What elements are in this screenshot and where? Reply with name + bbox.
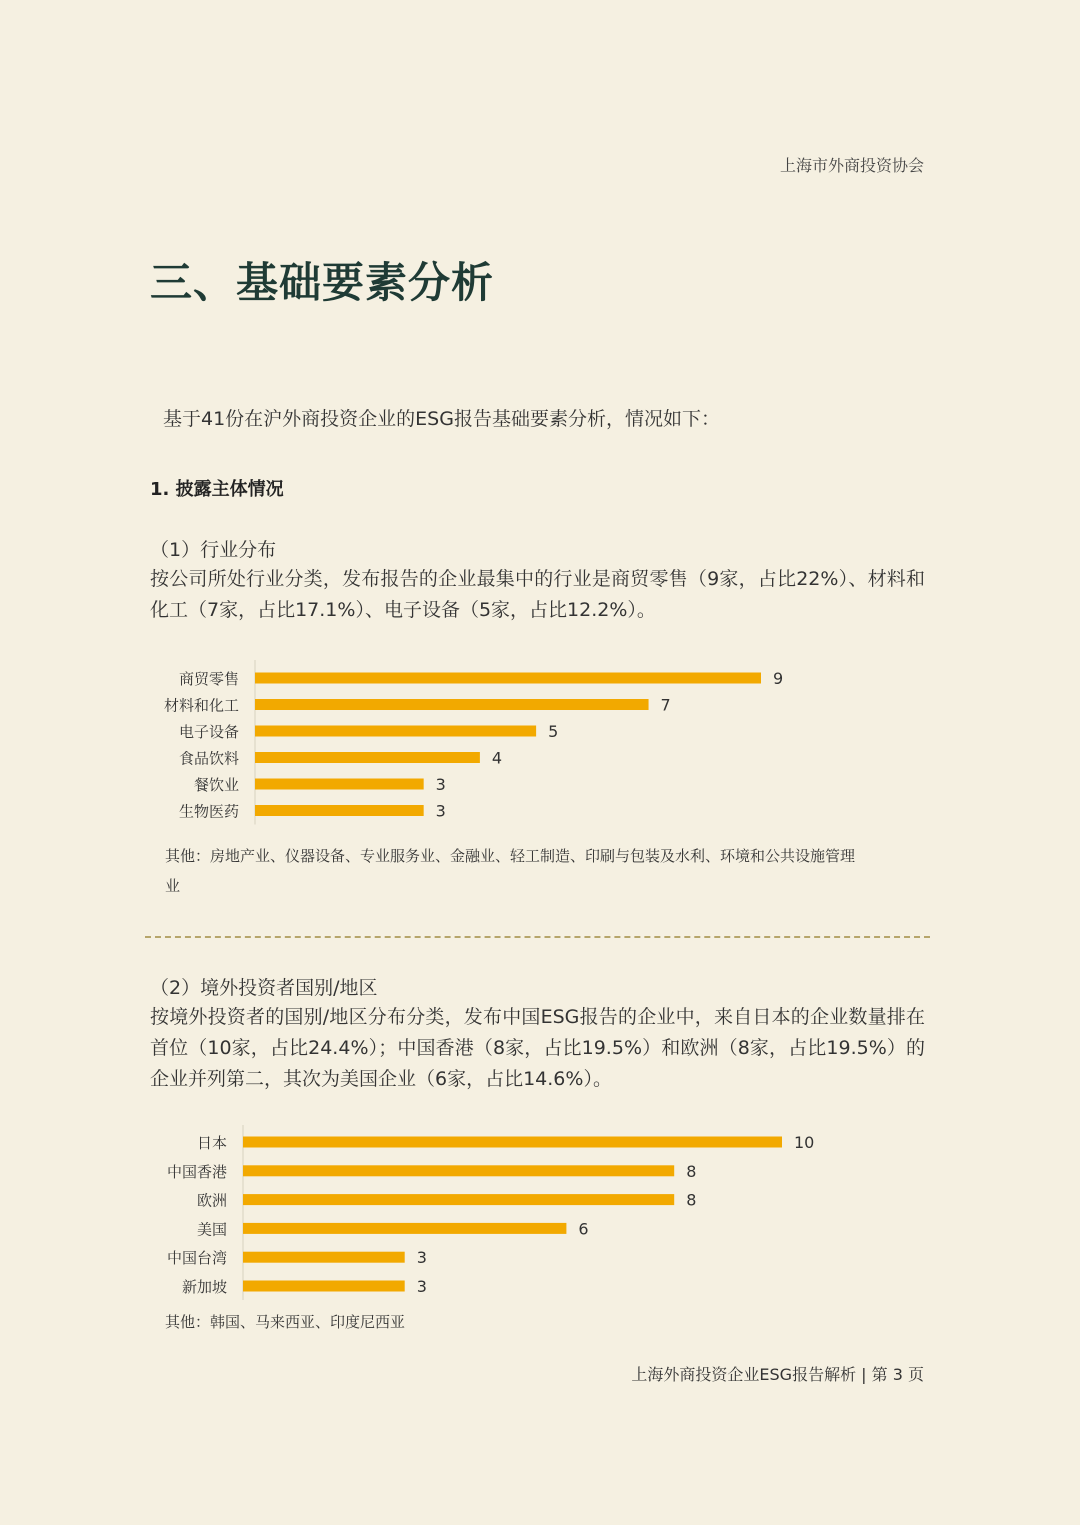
region-paragraph: 按境外投资者的国别/地区分布分类，发布中国ESG报告的企业中，来自日本的企业数量排在首位（10家，占比24.4%）；中国香港（8家，占比19.5%）和欧洲（8家，占比19.5%）的企业并列第二，其次为美国企业（6家，占比14.6%）。 <box>150 1006 925 1090</box>
category-label: 欧洲 <box>196 1191 227 1210</box>
organization-name: 上海市外商投资协会 <box>779 156 924 175</box>
value-label: 5 <box>548 722 559 741</box>
section-divider <box>145 936 930 938</box>
bar <box>243 1223 566 1234</box>
category-label: 新加坡 <box>181 1278 227 1296</box>
value-label: 3 <box>416 1248 427 1268</box>
value-label: 10 <box>794 1133 815 1152</box>
category-label: 生物医药 <box>178 802 239 821</box>
value-label: 3 <box>435 801 446 821</box>
value-label: 3 <box>416 1277 427 1296</box>
category-label: 中国台湾 <box>166 1249 227 1268</box>
region-others-note: 其他：韩国、马来西亚、印度尼西亚 <box>165 1313 406 1331</box>
intro-text: 基于41份在沪外商投资企业的ESG报告基础要素分析，情况如下： <box>163 408 720 430</box>
value-label: 9 <box>773 669 784 688</box>
value-label: 6 <box>578 1219 589 1239</box>
page-footer: 上海外商投资企业ESG报告解析 | 第 3 页 <box>631 1365 924 1384</box>
region-bar-chart <box>0 1125 1080 1305</box>
bar <box>243 1281 405 1292</box>
bar <box>243 1137 782 1148</box>
bar <box>243 1252 405 1263</box>
value-label: 8 <box>686 1190 697 1210</box>
bar <box>243 1165 674 1176</box>
industry-paragraph: 按公司所处行业分类，发布报告的企业最集中的行业是商贸零售（9家，占比22%）、材料和化工（7家，占比17.1%）、电子设备（5家，占比12.2%）。 <box>150 568 925 621</box>
category-label: 商贸零售 <box>178 670 239 688</box>
industry-subtitle: （1）行业分布 <box>150 539 277 561</box>
industry-others-note: 其他：房地产业、仪器设备、专业服务业、金融业、轻工制造、印刷与包装及水利、环境和公共设施管理业 <box>165 847 856 895</box>
category-label: 材料和化工 <box>163 696 239 715</box>
bar <box>255 779 424 790</box>
category-label: 中国香港 <box>166 1162 227 1181</box>
value-label: 8 <box>686 1161 697 1181</box>
industry-bar-chart <box>0 660 1080 830</box>
value-label: 4 <box>491 748 503 768</box>
category-label: 美国 <box>196 1220 227 1239</box>
value-label: 3 <box>435 775 446 794</box>
value-label: 7 <box>660 695 671 715</box>
bar <box>255 699 649 710</box>
bar <box>255 673 761 684</box>
region-subtitle: （2）境外投资者国别/地区 <box>150 977 378 999</box>
bar <box>255 805 424 816</box>
page-title: 三、基础要素分析 <box>150 258 495 307</box>
section-heading: 1. 披露主体情况 <box>150 479 284 500</box>
category-label: 餐饮业 <box>193 776 239 794</box>
bar <box>243 1194 674 1205</box>
category-label: 电子设备 <box>178 723 239 741</box>
bar <box>255 726 536 737</box>
category-label: 日本 <box>196 1134 227 1152</box>
bar <box>255 752 480 763</box>
category-label: 食品饮料 <box>178 749 239 768</box>
